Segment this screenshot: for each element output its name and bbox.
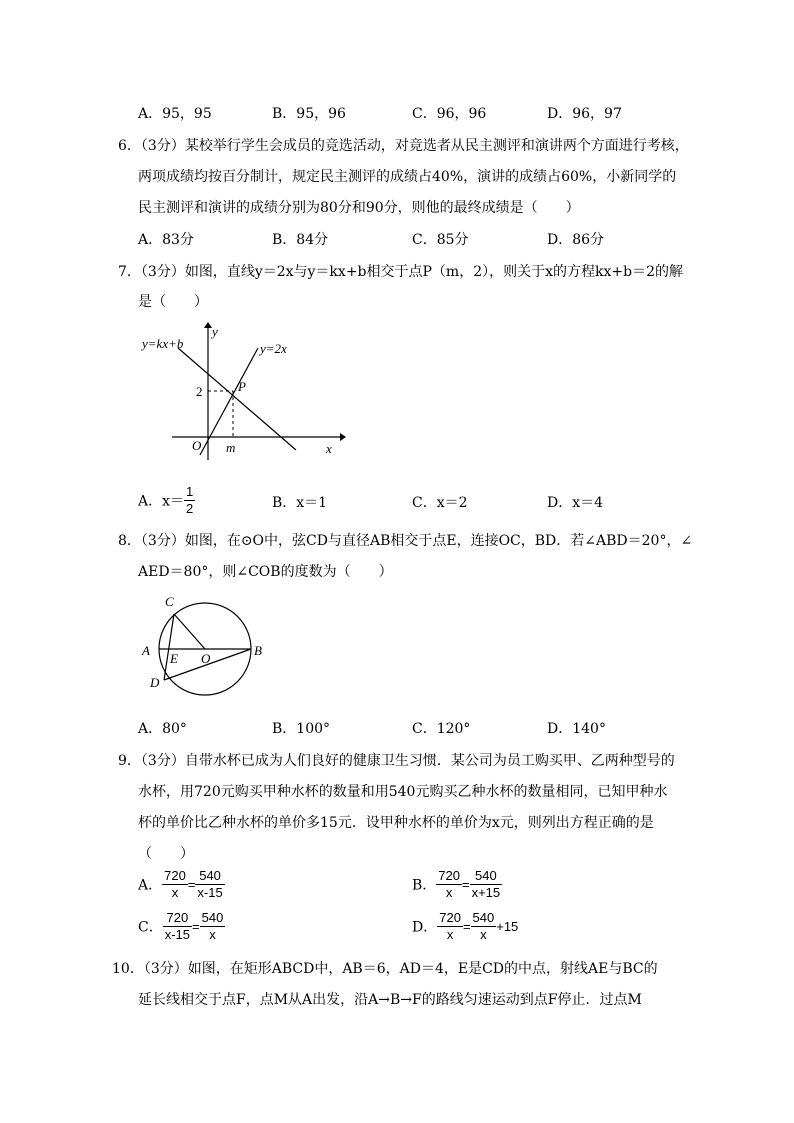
q9-line4: （ ） xyxy=(138,846,194,862)
q7-option-d: D．x＝4 xyxy=(547,495,604,511)
label-d: D xyxy=(150,675,160,690)
q8-option-c: C．120° xyxy=(412,721,471,737)
x-axis-arrow-icon xyxy=(340,433,346,441)
q7-graph xyxy=(130,318,360,468)
q7-option-c: C．x＝2 xyxy=(412,495,468,511)
q9-line3: 杯的单价比乙种水杯的单价多15元．设甲种水杯的单价为x元，则列出方程正确的是 xyxy=(138,815,654,831)
label-e: E xyxy=(170,651,178,666)
q9-line2: 水杯，用720元购买甲种水杯的数量和用540元购买乙种水杯的数量相同，已知甲种水 xyxy=(138,784,668,800)
q6-line1: 6．（3分）某校举行学生会成员的竞选活动，对竞选者从民主测评和演讲两个方面进行考核， xyxy=(118,138,689,154)
label-c: C xyxy=(165,594,174,609)
q7-line2: 是（ ） xyxy=(138,294,208,310)
q5-option-b: B．95，96 xyxy=(272,106,346,122)
q5-option-a: A．95，95 xyxy=(138,106,212,122)
q10-line2: 延长线相交于点F，点M从A出发，沿A→B→F的路线匀速运动到点F停止．过点M xyxy=(138,992,642,1008)
q8-line1: 8．（3分）如图，在⊙O中，弦CD与直径AB相交于点E，连接OC，BD．若∠ABD＝20°，∠ xyxy=(118,533,693,549)
q8-line2: AED＝80°，则∠COB的度数为（ ） xyxy=(138,564,393,580)
label-p: P xyxy=(238,379,246,394)
q7-line1: 7．（3分）如图，直线y＝2x与y＝kx+b相交于点P（m，2），则关于x的方程kx+b＝2的解 xyxy=(118,264,683,280)
q6-option-c: C．85分 xyxy=(412,232,469,248)
y-axis-arrow-icon xyxy=(204,322,212,328)
q8-option-d: D．140° xyxy=(547,721,606,737)
label-origin: O xyxy=(192,438,202,453)
q7-option-a: A．x＝ $\frac{1}{2}$ xyxy=(138,484,194,516)
label-x-axis: x xyxy=(326,441,332,456)
q7-option-b: B．x＝1 xyxy=(272,495,328,511)
q6-option-a: A．83分 xyxy=(138,232,194,248)
q5-option-d: D．96，97 xyxy=(547,106,622,122)
q9-option-a: A． $\frac{720}{x}$ = $\frac{540}{x-15}$ xyxy=(138,868,223,900)
segment-oc xyxy=(174,614,205,649)
q5-option-c: C．96，96 xyxy=(412,106,487,122)
q8-figure xyxy=(136,590,276,705)
label-b: B xyxy=(254,643,262,658)
label-two: 2 xyxy=(196,384,203,399)
q6-line3: 民主测评和演讲的成绩分别为80分和90分，则他的最终成绩是（ ） xyxy=(138,200,580,216)
q9-option-b: B． $\frac{720}{x}$ = $\frac{540}{x+15}$ xyxy=(412,868,501,900)
q6-option-b: B．84分 xyxy=(272,232,329,248)
label-o: O xyxy=(201,651,211,666)
label-y-kx-b: y=kx+b xyxy=(142,336,184,351)
q9-line1: 9．（3分）自带水杯已成为人们良好的健康卫生习惯．某公司为员工购买甲、乙两种型号的 xyxy=(118,753,675,769)
q6-option-d: D．86分 xyxy=(547,232,605,248)
line-y-2x xyxy=(200,348,258,455)
q10-line1: 10．（3分）如图，在矩形ABCD中，AB＝6，AD＝4，E是CD的中点，射线AE与BC的 xyxy=(112,961,658,977)
q6-line2: 两项成绩均按百分制计，规定民主测评的成绩占40%，演讲的成绩占60%，小新同学的 xyxy=(138,169,677,185)
q9-option-c: C． $\frac{720}{x-15}$ = $\frac{540}{x}$ xyxy=(138,910,224,942)
chord-cd xyxy=(164,614,174,680)
q8-option-b: B．100° xyxy=(272,721,331,737)
label-y-axis: y xyxy=(212,324,218,339)
q9-option-d: D． $\frac{720}{x}$ = $\frac{540}{x}$ +15 xyxy=(412,910,519,942)
q8-option-a: A．80° xyxy=(138,721,187,737)
line-y-kx-b xyxy=(178,348,296,450)
label-m: m xyxy=(226,440,236,455)
label-a: A xyxy=(142,643,150,658)
label-y-2x: y=2x xyxy=(260,341,287,356)
